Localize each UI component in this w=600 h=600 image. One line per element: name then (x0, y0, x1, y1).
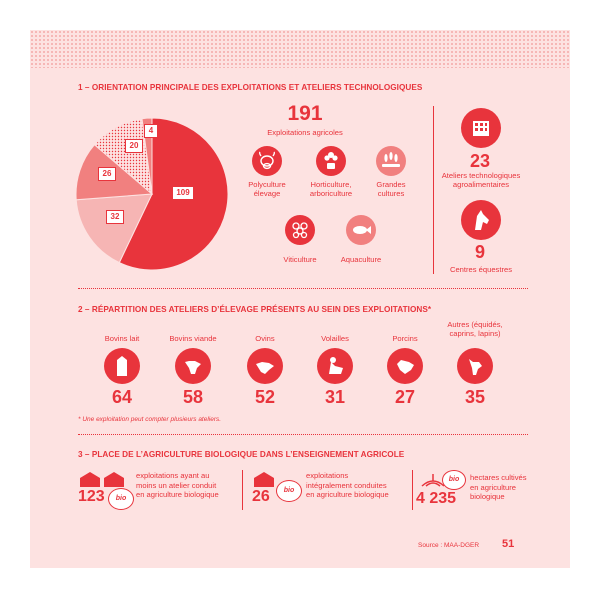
pie-label-109: 109 (172, 186, 194, 200)
category-polyculture-label: Polyculture élevage (248, 180, 286, 198)
livestock-label-volailles: Volailles (321, 334, 349, 343)
ateliers-value: 23 (469, 151, 491, 171)
bio-value-hectares: 4 235 (416, 490, 457, 507)
equestres-value: 9 (474, 242, 485, 262)
cow-icon (252, 146, 282, 176)
livestock-label-autres: Autres (équidés, caprins, lapins) (447, 320, 503, 338)
flower-icon (316, 146, 346, 176)
section3-divider-2 (412, 470, 413, 510)
section2-footnote: * Une exploitation peut compter plusieurs ateliers. (78, 416, 222, 423)
grapes-icon (285, 215, 315, 245)
category-grandes-cultures-label: Grandes cultures (376, 180, 406, 198)
section3-divider-1 (242, 470, 243, 510)
category-viticulture-label: Viticulture (283, 255, 317, 264)
horse-head-icon (461, 200, 501, 240)
section1-divider (433, 106, 434, 274)
ateliers-label: Ateliers technologiques agroalimentaires (441, 171, 521, 189)
duck-icon (317, 348, 353, 384)
livestock-label-ovins: Ovins (255, 334, 275, 343)
source-text: Source : MAA-DGER (418, 542, 480, 549)
dotted-header-band (30, 30, 570, 68)
bio-badge-icon: bio (276, 480, 302, 502)
total-exploitations-label: Exploitations agricoles (267, 128, 343, 137)
livestock-value-volailles: 31 (324, 387, 346, 407)
livestock-value-porcins: 27 (394, 387, 416, 407)
pie-label-4: 4 (144, 124, 158, 138)
infographic-page (30, 30, 570, 568)
livestock-value-bovins-viande: 58 (182, 387, 204, 407)
farm-buildings-icon (78, 470, 126, 488)
total-exploitations-value: 191 (287, 102, 323, 125)
cow-head-icon (175, 348, 211, 384)
category-aquaculture-label: Aquaculture (340, 255, 382, 264)
bio-badge-icon: bio (442, 470, 466, 490)
goat-icon (457, 348, 493, 384)
wheat-field-icon (376, 146, 406, 176)
bio-value-26: 26 (252, 488, 270, 505)
farm-building-icon (252, 470, 276, 488)
separator-1 (78, 288, 528, 289)
section2-title: 2 – RÉPARTITION DES ATELIERS D’ÉLEVAGE PRÉSENTS AU SEIN DES EXPLOITATIONS* (78, 305, 432, 314)
bio-value-123: 123 (78, 488, 105, 505)
pie-label-32: 32 (106, 210, 124, 224)
sheep-icon (247, 348, 283, 384)
pie-label-26: 26 (98, 167, 116, 181)
pig-icon (387, 348, 423, 384)
livestock-label-bovins-lait: Bovins lait (104, 334, 140, 343)
livestock-value-autres: 35 (464, 387, 486, 407)
bio-text-123: exploitations ayant au moins un atelier conduit en agriculture biologique (136, 471, 219, 499)
bio-text-26: exploitations intégralement conduites en agriculture biologique (306, 471, 389, 499)
fish-icon (346, 215, 376, 245)
equestres-label: Centres équestres (449, 265, 513, 274)
section3-title: 3 – PLACE DE L’AGRICULTURE BIOLOGIQUE DANS L’ENSEIGNEMENT AGRICOLE (78, 450, 405, 459)
milk-carton-icon (104, 348, 140, 384)
livestock-value-ovins: 52 (254, 387, 276, 407)
livestock-label-porcins: Porcins (392, 334, 418, 343)
livestock-value-bovins-lait: 64 (111, 387, 133, 407)
category-horticulture-label: Horticulture, arboriculture (309, 180, 353, 198)
pie-label-20: 20 (125, 139, 143, 153)
factory-building-icon (461, 108, 501, 148)
bio-text-hectares: hectares cultivés en agriculture biologique (470, 473, 527, 501)
separator-2 (78, 434, 528, 435)
bio-badge-icon: bio (108, 488, 134, 510)
page-number: 51 (502, 538, 515, 550)
section1-title: 1 – ORIENTATION PRINCIPALE DES EXPLOITATIONS ET ATELIERS TECHNOLOGIQUES (78, 83, 423, 92)
livestock-label-bovins-viande: Bovins viande (169, 334, 217, 343)
